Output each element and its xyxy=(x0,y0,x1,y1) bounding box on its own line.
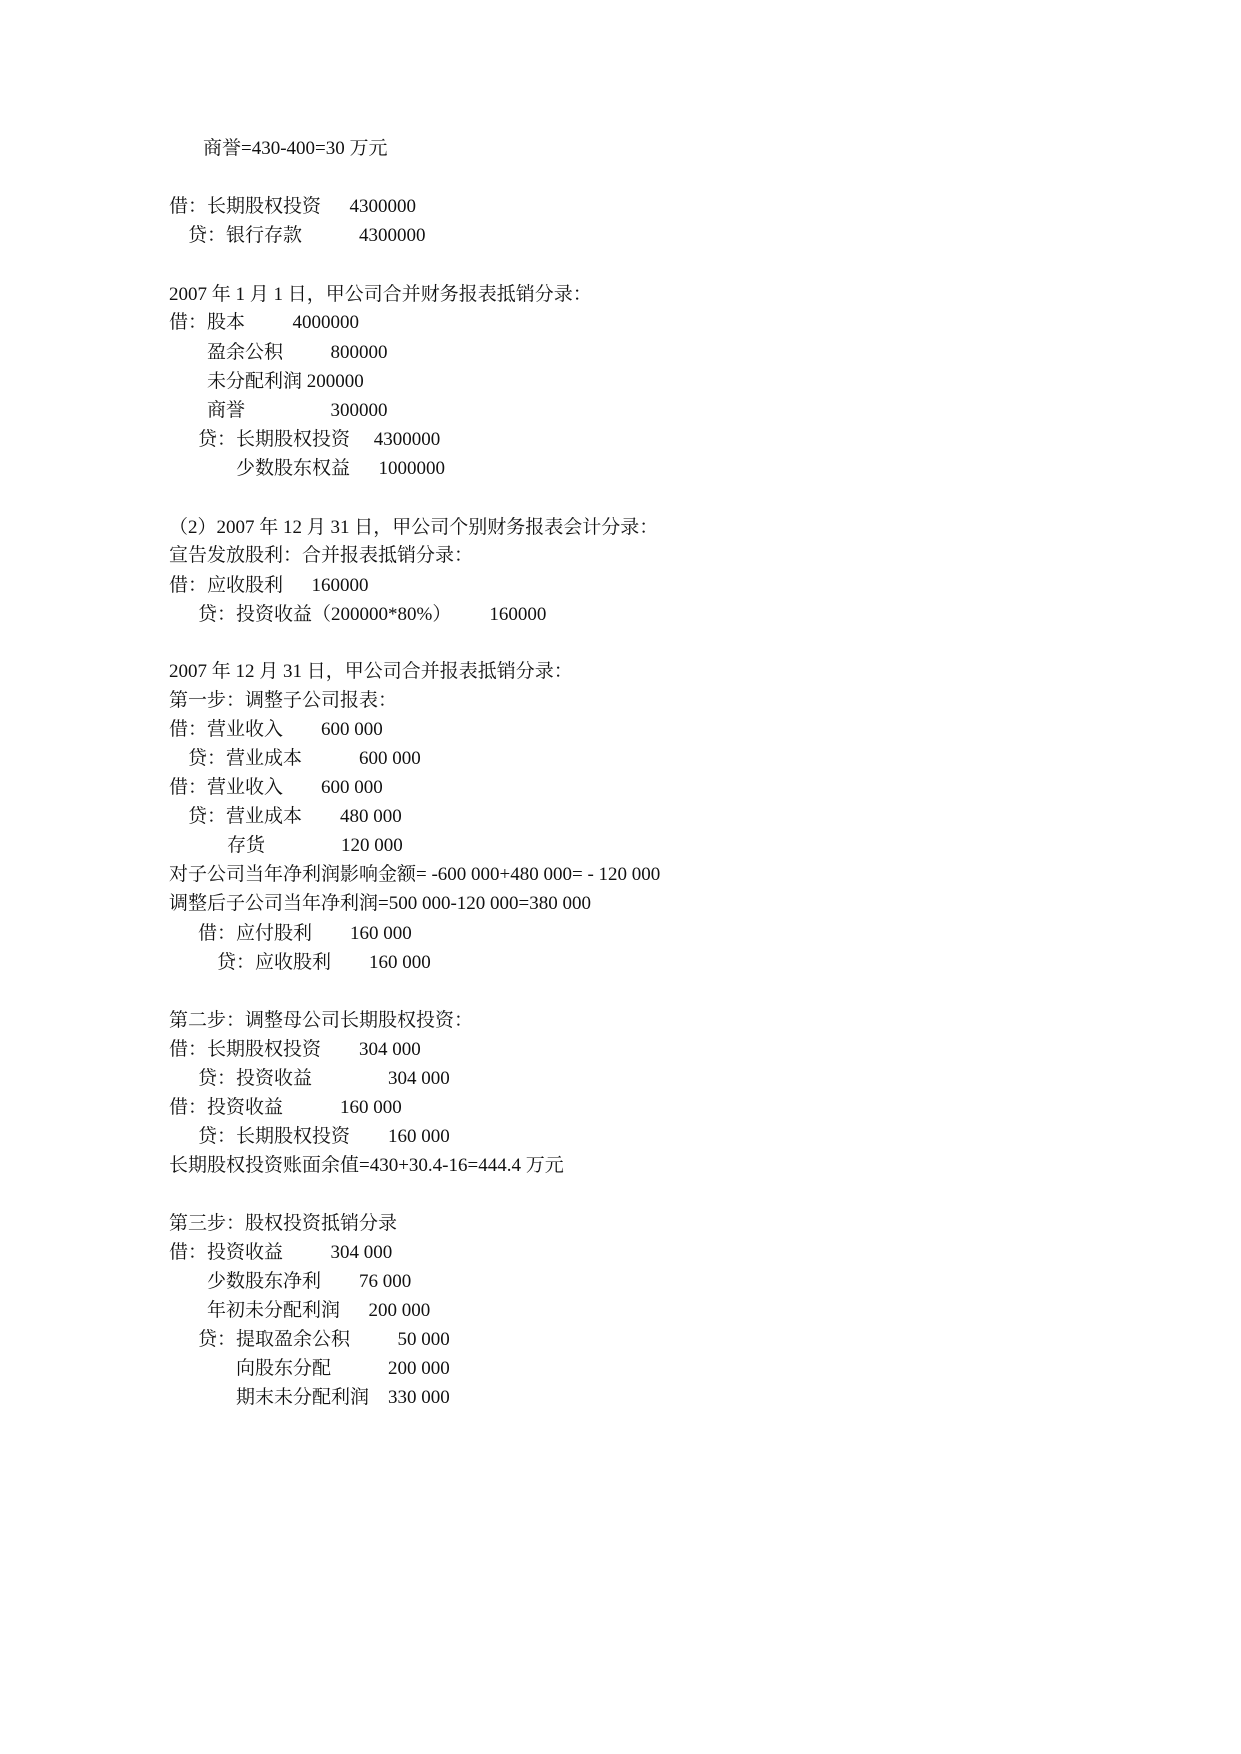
text-line: 2007 年 12 月 31 日，甲公司合并报表抵销分录： xyxy=(169,661,573,682)
text-line: 2007 年 1 月 1 日，甲公司合并财务报表抵销分录： xyxy=(169,284,592,305)
text-line: 长期股权投资账面余值=430+30.4-16=444.4 万元 xyxy=(169,1155,564,1176)
text-line: 少数股东权益 1000000 xyxy=(236,458,446,479)
text-line: 贷：营业成本 480 000 xyxy=(188,806,402,827)
text-line: 对子公司当年净利润影响金额= -600 000+480 000= - 120 000 xyxy=(169,864,661,885)
text-line: 商誉 300000 xyxy=(207,400,388,421)
text-line: 借：应收股利 160000 xyxy=(169,575,369,596)
text-line: 借：长期股权投资 304 000 xyxy=(169,1039,421,1060)
text-line: 贷：银行存款 4300000 xyxy=(188,225,426,246)
text-line: 调整后子公司当年净利润=500 000-120 000=380 000 xyxy=(169,893,592,914)
text-line: 商誉=430-400=30 万元 xyxy=(203,138,388,159)
text-line: 少数股东净利 76 000 xyxy=(207,1271,412,1292)
text-line: 宣告发放股利：合并报表抵销分录： xyxy=(169,545,474,566)
text-line: 借：投资收益 160 000 xyxy=(169,1097,402,1118)
text-line: （2）2007 年 12 月 31 日，甲公司个别财务报表会计分录： xyxy=(169,517,659,538)
text-line: 借：股本 4000000 xyxy=(169,312,360,333)
text-line: 借：投资收益 304 000 xyxy=(169,1242,393,1263)
text-line: 存货 120 000 xyxy=(227,835,403,856)
text-line: 未分配利润 200000 xyxy=(207,371,364,392)
text-line: 第二步：调整母公司长期股权投资： xyxy=(169,1010,474,1031)
text-line: 年初未分配利润 200 000 xyxy=(207,1300,431,1321)
text-line: 借：营业收入 600 000 xyxy=(169,719,383,740)
text-line: 贷：长期股权投资 4300000 xyxy=(198,429,441,450)
text-line: 贷：长期股权投资 160 000 xyxy=(198,1126,450,1147)
text-line: 借：应付股利 160 000 xyxy=(198,923,412,944)
text-line: 期末未分配利润 330 000 xyxy=(236,1387,450,1408)
text-line: 贷：应收股利 160 000 xyxy=(217,952,431,973)
text-line: 贷：投资收益 304 000 xyxy=(198,1068,450,1089)
text-line: 贷：提取盈余公积 50 000 xyxy=(198,1329,450,1350)
text-line: 第三步：股权投资抵销分录 xyxy=(169,1213,398,1234)
text-line: 借：营业收入 600 000 xyxy=(169,777,383,798)
text-line: 向股东分配 200 000 xyxy=(236,1358,450,1379)
text-line: 第一步：调整子公司报表： xyxy=(169,690,398,711)
text-line: 贷：投资收益（200000*80%） 160000 xyxy=(198,604,547,625)
text-line: 盈余公积 800000 xyxy=(207,342,388,363)
text-line: 借：长期股权投资 4300000 xyxy=(169,196,417,217)
text-line: 贷：营业成本 600 000 xyxy=(188,748,421,769)
